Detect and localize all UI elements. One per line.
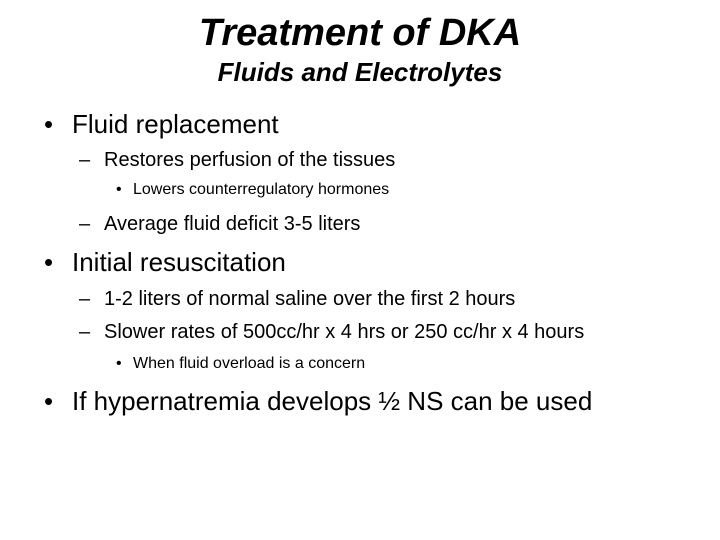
bullet-text: If hypernatremia develops ½ NS can be used xyxy=(72,386,593,416)
dash-marker: – xyxy=(79,213,91,235)
bullet-marker: • xyxy=(44,247,54,277)
sub-bullet-text: Slower rates of 500cc/hr x 4 hrs or 250 cc/hr x 4 hours xyxy=(104,321,585,343)
bullet-marker: • xyxy=(44,386,54,416)
slide-subtitle: Fluids and Electrolytes xyxy=(217,57,503,87)
bullet-text: Initial resuscitation xyxy=(72,247,286,277)
sub-bullet-text: 1-2 liters of normal saline over the first 2 hours xyxy=(104,288,516,310)
bullet-marker: • xyxy=(44,109,54,139)
sub-sub-bullet-text: Lowers counterregulatory hormones xyxy=(133,181,390,198)
dash-marker: – xyxy=(79,288,91,310)
bullet-text: Fluid replacement xyxy=(72,109,279,139)
dash-marker: – xyxy=(79,321,91,343)
dash-marker: – xyxy=(79,149,91,171)
bullet-marker: • xyxy=(116,181,122,198)
bullet-marker: • xyxy=(116,355,122,372)
sub-sub-bullet-text: When fluid overload is a concern xyxy=(133,355,366,372)
sub-bullet-text: Restores perfusion of the tissues xyxy=(104,149,396,171)
slide-title: Treatment of DKA xyxy=(198,12,522,54)
sub-bullet-text: Average fluid deficit 3-5 liters xyxy=(104,213,361,235)
